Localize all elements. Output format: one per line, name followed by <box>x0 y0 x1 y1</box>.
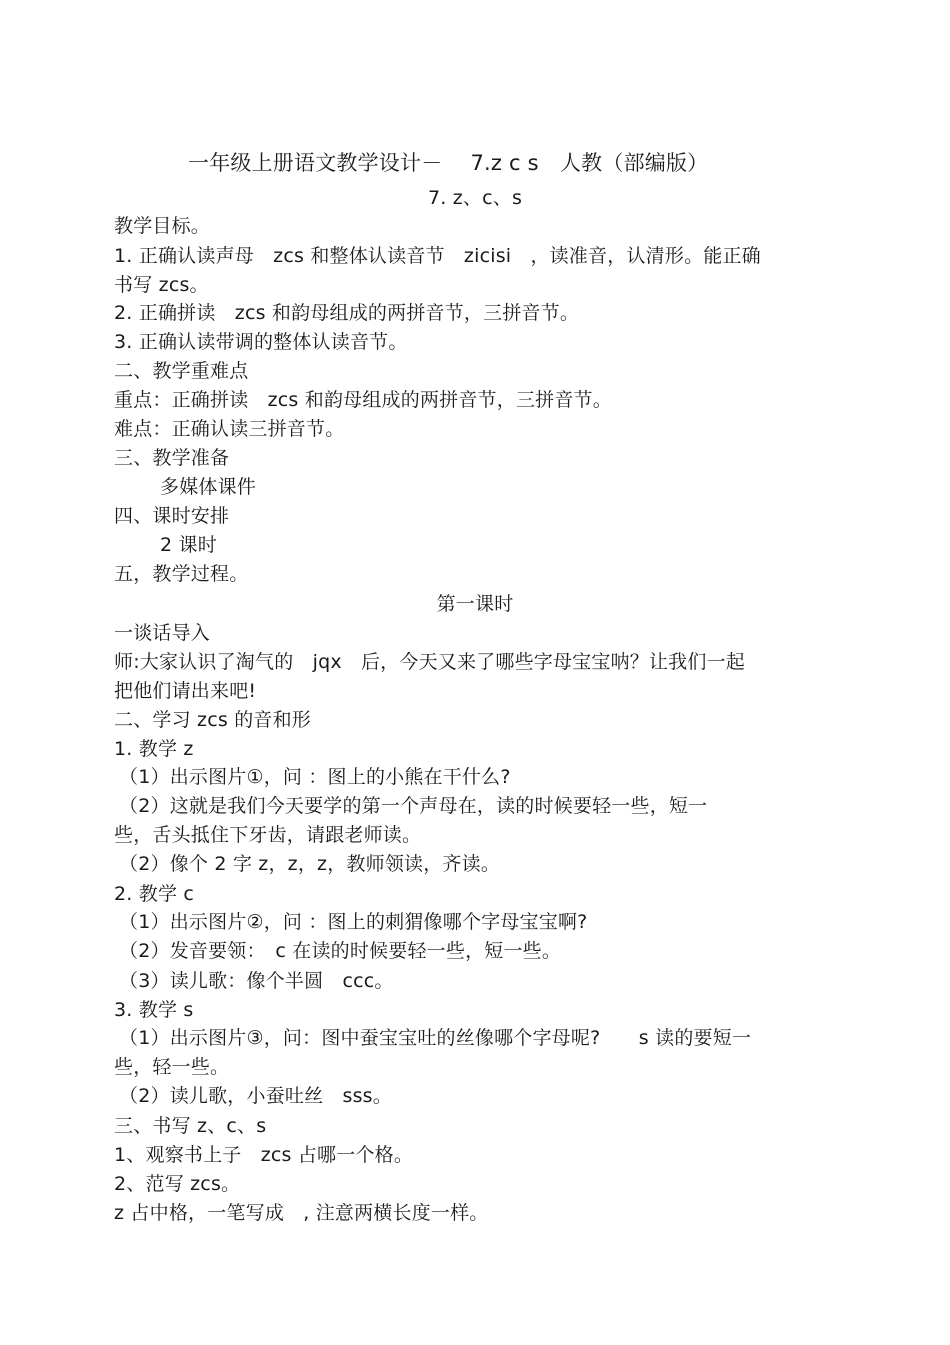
text-line: 1. 正确认读声母 zcs 和整体认读音节 zicisi ，读准音，认清形。能正确 <box>114 245 761 267</box>
text-line: （2）像个 2 字 z，z，z，教师领读，齐读。 <box>119 853 501 875</box>
text-line: 师:大家认识了淘气的 jqx 后，今天又来了哪些字母宝宝呐？让我们一起 <box>114 651 745 673</box>
text-line: 3. 正确认读带调的整体认读音节。 <box>114 331 408 353</box>
text-line: 1、观察书上子 zcs 占哪一个格。 <box>114 1144 414 1166</box>
text-line: 多媒体课件 <box>160 476 257 498</box>
section-heading: 二、学习 zcs 的音和形 <box>114 709 311 731</box>
text-line: 2. 正确拼读 zcs 和韵母组成的两拼音节，三拼音节。 <box>114 302 580 324</box>
text-line: （1）出示图片①，问 ：图上的小熊在干什么? <box>119 766 511 788</box>
text-line: （2）这就是我们今天要学的第一个声母在，读的时候要轻一些，短一 <box>119 795 708 817</box>
text-line: 教学目标。 <box>114 215 211 237</box>
text-line: 3. 教学 s <box>114 999 194 1021</box>
lesson-period-heading: 第一课时 <box>436 593 514 615</box>
section-heading: 三、教学准备 <box>114 447 230 469</box>
text-line: z 占中格，一笔写成 , 注意两横长度一样。 <box>114 1202 489 1224</box>
text-line: 重点：正确拼读 zcs 和韵母组成的两拼音节，三拼音节。 <box>114 389 612 411</box>
text-line: 1. 教学 z <box>114 738 194 760</box>
text-line: （1）出示图片③，问：图中蚕宝宝吐的丝像哪个字母呢? s 读的要短一 <box>119 1027 752 1049</box>
text-line: 2、范写 zcs。 <box>114 1173 241 1195</box>
text-line: 些，舌头抵住下牙齿，请跟老师读。 <box>114 824 422 846</box>
text-line: 些，轻一些。 <box>114 1056 230 1078</box>
text-line: （2）读儿歌，小蚕吐丝 sss。 <box>119 1085 392 1107</box>
text-line: （3）读儿歌：像个半圆 ccc。 <box>119 970 394 992</box>
section-heading: 四、课时安排 <box>114 505 230 527</box>
text-line: 把他们请出来吧! <box>114 680 257 702</box>
lesson-subtitle: 7. z、c、s <box>427 187 523 209</box>
section-heading: 三、书写 z、c、s <box>114 1115 267 1137</box>
section-heading: 五，教学过程。 <box>114 563 249 585</box>
page-title: 一年级上册语文教学设计－ 7.z c s 人教（部编版） <box>188 151 709 175</box>
text-line: 2. 教学 c <box>114 883 195 905</box>
section-heading: 二、教学重难点 <box>114 360 249 382</box>
text-line: 书写 zcs。 <box>114 274 209 296</box>
text-line: （1）出示图片②，问 ：图上的刺猬像哪个字母宝宝啊? <box>119 911 588 933</box>
text-line: （2）发音要领： c 在读的时候要轻一些，短一些。 <box>119 940 562 962</box>
section-heading: 一谈话导入 <box>114 622 211 644</box>
text-line: 2 课时 <box>160 534 217 556</box>
text-line: 难点：正确认读三拼音节。 <box>114 418 345 440</box>
